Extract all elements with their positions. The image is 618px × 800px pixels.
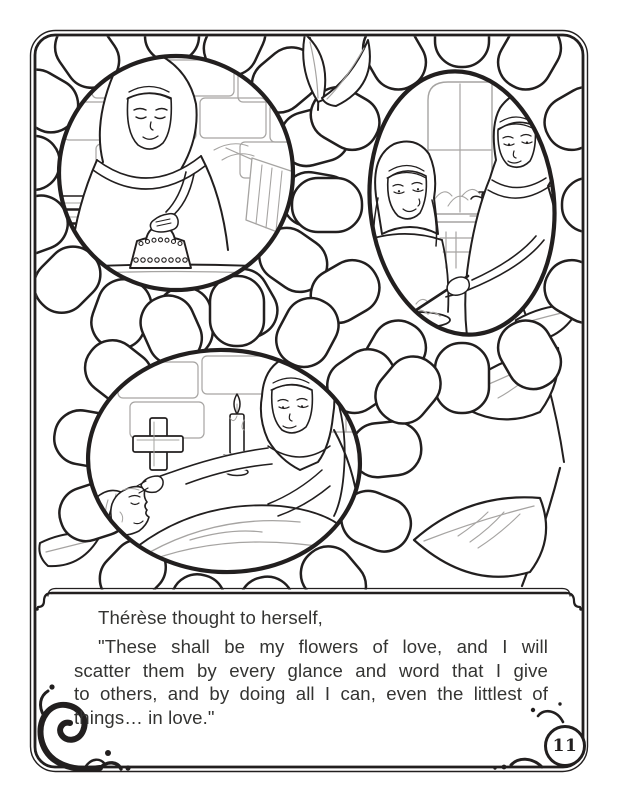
caption-intro: Thérèse thought to herself,	[98, 607, 323, 628]
caption-text-block	[74, 606, 548, 729]
quote-line: scatter them by every glance and word that I give	[74, 659, 548, 681]
page-number-badge	[544, 725, 586, 767]
quote-line: to others, and by doing all I can, even the littlest of	[74, 683, 548, 705]
quote-line: "These shall be my flowers of love, and I will	[98, 636, 548, 658]
page-number: 11	[552, 736, 578, 756]
caption-quote	[74, 635, 548, 729]
quote-line: things… in love."	[74, 706, 215, 728]
